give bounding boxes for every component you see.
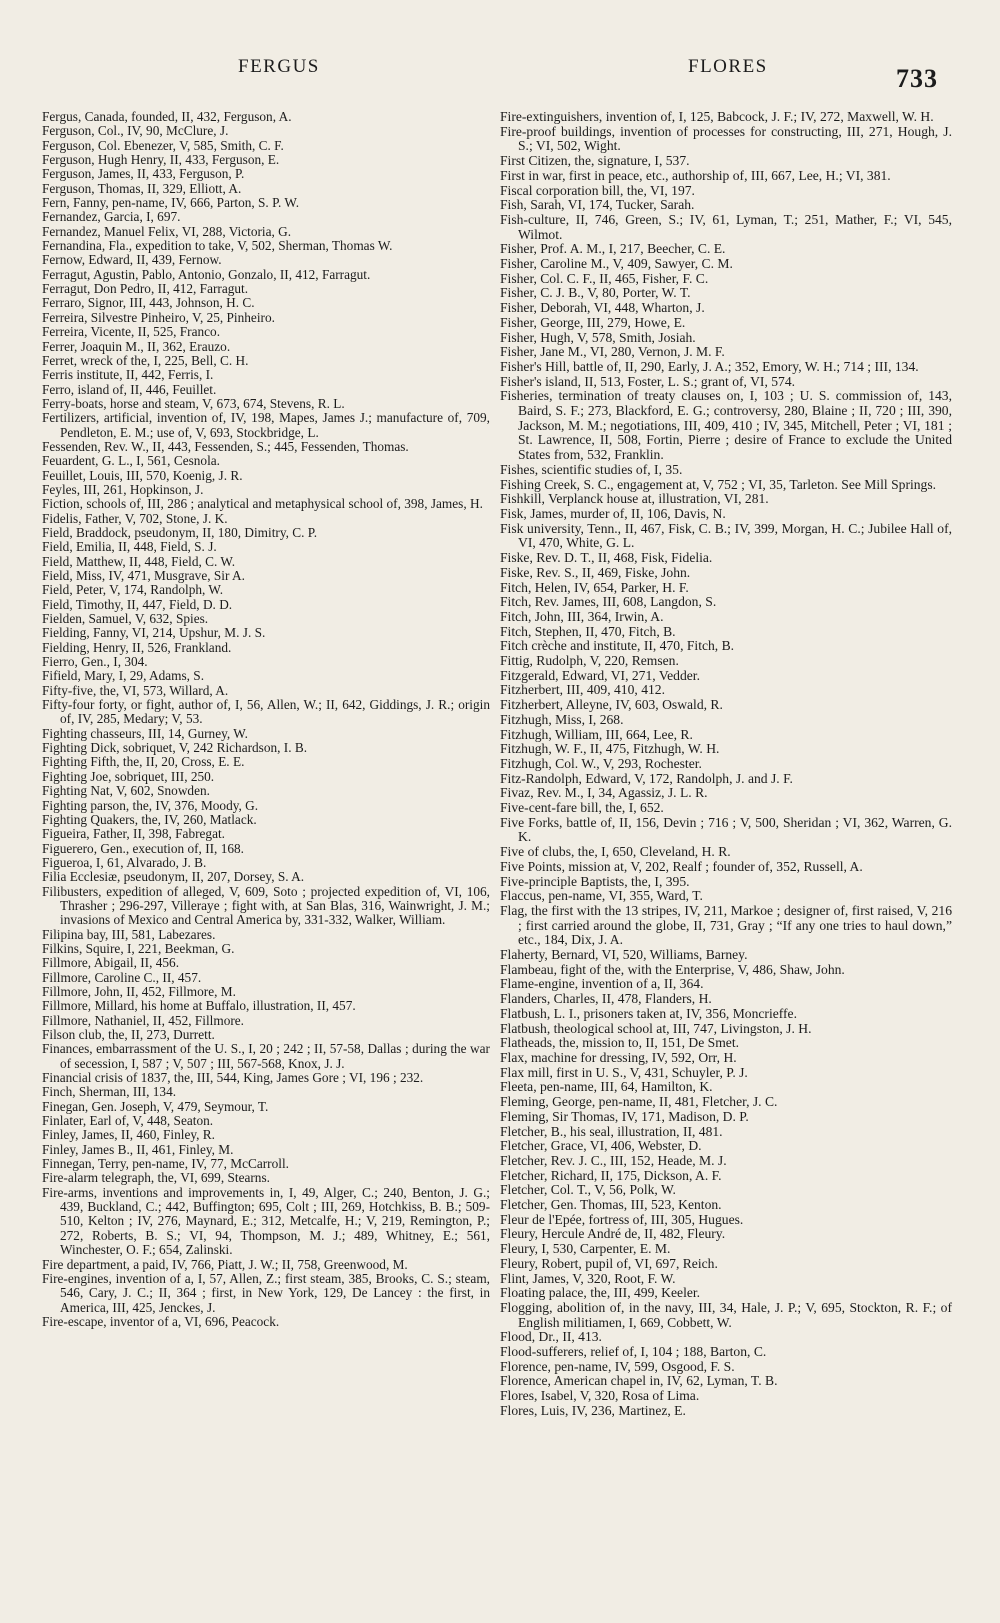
- index-entry: Filia Ecclesiæ, pseudonym, II, 207, Dorsey, S. A.: [42, 869, 305, 885]
- index-entry: Flatbush, theological school at, III, 747, Livingston, J. H.: [500, 1020, 812, 1036]
- index-entry: Fiscal corporation bill, the, VI, 197.: [500, 182, 695, 198]
- index-entry: Fertilizers, artificial, invention of, IV, 198, Mapes, James J.; manufacture of, 709, Pendleton, E. M.; use of, V, 693, Stockbridge, L.: [42, 410, 490, 440]
- index-entry: Fighting chasseurs, III, 14, Gurney, W.: [42, 725, 248, 741]
- index-entry: Fitzgerald, Edward, VI, 271, Vedder.: [500, 667, 700, 683]
- index-entry: Fielden, Samuel, V, 632, Spies.: [42, 611, 209, 627]
- index-entry: Financial crisis of 1837, the, III, 544, King, James Gore ; VI, 196 ; 232.: [42, 1070, 424, 1086]
- index-entry: Flame-engine, invention of a, II, 364.: [500, 976, 704, 992]
- index-entry: Fitzhugh, Miss, I, 268.: [500, 711, 624, 727]
- index-entry: Fighting Dick, sobriquet, V, 242 Richardson, I. B.: [42, 740, 308, 756]
- index-entry: Fidelis, Father, V, 702, Stone, J. K.: [42, 510, 228, 526]
- page-number: 733: [896, 64, 938, 93]
- index-entry: Feuillet, Louis, III, 570, Koenig, J. R.: [42, 467, 243, 483]
- index-entry: Flambeau, fight of the, with the Enterprise, V, 486, Shaw, John.: [500, 961, 845, 977]
- index-entry: Fisher, Prof. A. M., I, 217, Beecher, C. E.: [500, 241, 726, 257]
- index-entry: Feyles, III, 261, Hopkinson, J.: [42, 481, 204, 497]
- index-entry: Fitch, Stephen, II, 470, Fitch, B.: [500, 623, 676, 639]
- index-entry: Fighting Quakers, the, IV, 260, Matlack.: [42, 811, 257, 827]
- index-entry: Fisheries, termination of treaty clauses on, I, 103 ; U. S. commission of, 143, Baird, S. F.; 273, Blackford, E. G.; controversy, 280, Blaine ; II, 720 ; III, 390, Jackson, M. M.; negotiations, III, 409, 410 ; IV, 345, Mitchell, Peter ; VI, 181 ; St. Lawrence, II, 508, Fortin, Pierre ; desire of France to exclude the United States from, 532, Franklin.: [500, 388, 952, 463]
- index-entry: Fletcher, Gen. Thomas, III, 523, Kenton.: [500, 1197, 722, 1213]
- index-entry: Ferragut, Agustin, Pablo, Antonio, Gonzalo, II, 412, Farragut.: [42, 266, 371, 282]
- index-entry: Florence, pen-name, IV, 599, Osgood, F. S.: [500, 1358, 735, 1374]
- index-entry: Finlater, Earl of, V, 448, Seaton.: [42, 1113, 214, 1129]
- index-entry: Fleming, Sir Thomas, IV, 171, Madison, D. P.: [500, 1108, 749, 1124]
- index-entry: Fernandina, Fla., expedition to take, V, 502, Sherman, Thomas W.: [42, 238, 393, 254]
- index-entry: Fitzhugh, William, III, 664, Lee, R.: [500, 726, 693, 742]
- index-entry: Figueira, Father, II, 398, Fabregat.: [42, 826, 225, 842]
- index-entry: Fisk, James, murder of, II, 106, Davis, N.: [500, 505, 726, 521]
- index-column-left: [42, 110, 490, 1329]
- index-entry: Filson club, the, II, 273, Durrett.: [42, 1027, 215, 1042]
- index-entry: Fiske, Rev. S., II, 469, Fiske, John.: [500, 564, 691, 580]
- index-entry: Fernow, Edward, II, 439, Fernow.: [42, 252, 222, 268]
- index-entry: Ferreira, Vicente, II, 525, Franco.: [42, 324, 221, 340]
- index-entry: Ferro, island of, II, 446, Feuillet.: [42, 381, 217, 397]
- index-entry: Fern, Fanny, pen-name, IV, 666, Parton, S. P. W.: [42, 195, 300, 211]
- index-entry: Fighting parson, the, IV, 376, Moody, G.: [42, 797, 259, 813]
- index-entry: Fire-alarm telegraph, the, VI, 699, Stearns.: [42, 1170, 270, 1186]
- index-entry: Fisher, Col. C. F., II, 465, Fisher, F. C.: [500, 270, 709, 286]
- index-entry: Filkins, Squire, I, 221, Beekman, G.: [42, 940, 235, 956]
- index-entry: Fish-culture, II, 746, Green, S.; IV, 61, Lyman, T.; 251, Mather, F.; VI, 545, Wilmot.: [500, 211, 952, 242]
- index-entry: Fillmore, Nathaniel, II, 452, Fillmore.: [42, 1012, 245, 1028]
- index-entry: Fittig, Rudolph, V, 220, Remsen.: [500, 653, 679, 669]
- index-entry: Fessenden, Rev. W., II, 443, Fessenden, S.; 445, Fessenden, Thomas.: [42, 438, 409, 454]
- index-entry: Flanders, Charles, II, 478, Flanders, H.: [500, 991, 712, 1007]
- index-entry: Fleming, George, pen-name, II, 481, Fletcher, J. C.: [500, 1094, 778, 1110]
- index-entry: Flood, Dr., II, 413.: [500, 1329, 602, 1345]
- index-entry: Fitch, John, III, 364, Irwin, A.: [500, 608, 664, 624]
- index-entry: Fillmore, Caroline C., II, 457.: [42, 969, 202, 985]
- index-entry: Fisher, Hugh, V, 578, Smith, Josiah.: [500, 329, 696, 345]
- index-entry: Field, Peter, V, 174, Randolph, W.: [42, 582, 224, 598]
- index-entry: First Citizen, the, signature, I, 537.: [500, 153, 690, 169]
- index-entry: Fire-extinguishers, invention of, I, 125, Babcock, J. F.; IV, 272, Maxwell, W. H.: [500, 109, 934, 124]
- index-entry: Fergus, Canada, founded, II, 432, Ferguson, A.: [42, 109, 292, 124]
- index-entry: Field, Matthew, II, 448, Field, C. W.: [42, 553, 236, 569]
- index-column-right: [500, 110, 952, 1419]
- index-entry: Fleeta, pen-name, III, 64, Hamilton, K.: [500, 1079, 713, 1095]
- running-head-right: FLORES: [688, 56, 768, 77]
- index-entry: Finegan, Gen. Joseph, V, 479, Seymour, T.: [42, 1098, 269, 1114]
- index-entry: Flores, Luis, IV, 236, Martinez, E.: [500, 1402, 686, 1418]
- index-entry: Finnegan, Terry, pen-name, IV, 77, McCarroll.: [42, 1156, 289, 1172]
- index-entry: Flax mill, first in U. S., V, 431, Schuyler, P. J.: [500, 1064, 748, 1080]
- index-entry: Fiction, schools of, III, 286 ; analytical and metaphysical school of, 398, James, H.: [42, 496, 483, 512]
- index-entry: Fletcher, B., his seal, illustration, II, 481.: [500, 1123, 723, 1139]
- index-entry: Fire-arms, inventions and improvements in, I, 49, Alger, C.; 240, Benton, J. G.; 439, Buckland, C.; 442, Buffington; 695, Colt ; III, 269, Hotchkiss, B. B.; 509-510, Kelton ; IV, 276, Maynard, E.; 312, Metcalfe, H.; V, 219, Remington, P.; 272, Roberts, B. S.; VI, 94, Thompson, M. J.; 489, Whitney, E.; 561, Winchester, O. F.; 654, Zalinski.: [42, 1184, 490, 1258]
- index-entry: Fisk university, Tenn., II, 467, Fisk, C. B.; IV, 399, Morgan, H. C.; Jubilee Hall of, VI, 470, White, G. L.: [500, 520, 952, 551]
- index-entry: Five-principle Baptists, the, I, 395.: [500, 873, 690, 889]
- index-entry: Fleury, Hercule André de, II, 482, Fleury.: [500, 1226, 726, 1242]
- index-entry: Field, Braddock, pseudonym, II, 180, Dimitry, C. P.: [42, 524, 318, 540]
- index-entry: Five Forks, battle of, II, 156, Devin ; 716 ; V, 500, Sheridan ; VI, 362, Warren, G. K.: [500, 814, 952, 845]
- index-entry: Fisher, George, III, 279, Howe, E.: [500, 314, 686, 330]
- index-entry: Fisher's Hill, battle of, II, 290, Early, J. A.; 352, Emory, W. H.; 714 ; III, 134.: [500, 358, 919, 374]
- index-entry: Five Points, mission at, V, 202, Realf ; founder of, 352, Russell, A.: [500, 858, 863, 874]
- index-entry: Finley, James, II, 460, Finley, R.: [42, 1127, 215, 1143]
- index-entry: Filipina bay, III, 581, Labezares.: [42, 926, 216, 942]
- index-entry: Filibusters, expedition of alleged, V, 609, Soto ; projected expedition of, VI, 106, Thrasher ; 296-297, Villeraye ; fight with, at San Blas, 316, Wainwright, J. M.; invasions of Mexico and Central America by, 331-332, Walker, William.: [42, 883, 490, 928]
- index-entry: Fitch, Rev. James, III, 608, Langdon, S.: [500, 594, 717, 610]
- index-entry: Field, Timothy, II, 447, Field, D. D.: [42, 596, 233, 612]
- index-entry: Figuerero, Gen., execution of, II, 168.: [42, 840, 244, 856]
- index-entry: Fisher, C. J. B., V, 80, Porter, W. T.: [500, 285, 691, 301]
- index-entry: Fire department, a paid, IV, 766, Piatt, J. W.; II, 758, Greenwood, M.: [42, 1256, 408, 1272]
- index-entry: Fletcher, Grace, VI, 406, Webster, D.: [500, 1138, 702, 1154]
- index-entry: Ferry-boats, horse and steam, V, 673, 674, Stevens, R. L.: [42, 395, 345, 411]
- index-entry: Finch, Sherman, III, 134.: [42, 1084, 177, 1100]
- index-entry: Ferraro, Signor, III, 443, Johnson, H. C.: [42, 295, 255, 311]
- index-entry: Fitzherbert, III, 409, 410, 412.: [500, 682, 665, 698]
- index-entry: Fletcher, Col. T., V, 56, Polk, W.: [500, 1182, 676, 1198]
- index-entry: Fishes, scientific studies of, I, 35.: [500, 461, 683, 477]
- index-entry: Flores, Isabel, V, 320, Rosa of Lima.: [500, 1388, 700, 1404]
- index-entry: Ferguson, Col. Ebenezer, V, 585, Smith, C. F.: [42, 137, 284, 153]
- index-entry: Flaccus, pen-name, VI, 355, Ward, T.: [500, 888, 703, 904]
- index-entry: Florence, American chapel in, IV, 62, Lyman, T. B.: [500, 1373, 778, 1389]
- index-entry: Fighting Joe, sobriquet, III, 250.: [42, 768, 215, 784]
- index-entry: Fitch, Helen, IV, 654, Parker, H. F.: [500, 579, 689, 595]
- index-entry: Fisher, Deborah, VI, 448, Wharton, J.: [500, 300, 705, 316]
- index-entry: Flatheads, the, mission to, II, 151, De Smet.: [500, 1035, 739, 1051]
- index-entry: Fleur de l'Epée, fortress of, III, 305, Hugues.: [500, 1211, 744, 1227]
- index-entry: Ferret, wreck of the, I, 225, Bell, C. H.: [42, 352, 249, 368]
- index-entry: Ferguson, Hugh Henry, II, 433, Ferguson, E.: [42, 152, 280, 168]
- index-entry: Fleury, Robert, pupil of, VI, 697, Reich.: [500, 1255, 718, 1271]
- index-entry: Fifty-five, the, VI, 573, Willard, A.: [42, 682, 229, 698]
- index-entry: Fletcher, Rev. J. C., III, 152, Heade, M. J.: [500, 1152, 727, 1168]
- index-entry: Ferreira, Silvestre Pinheiro, V, 25, Pinheiro.: [42, 309, 275, 325]
- index-entry: Fielding, Fanny, VI, 214, Upshur, M. J. S.: [42, 625, 266, 641]
- index-entry: Fisher, Caroline M., V, 409, Sawyer, C. M.: [500, 256, 733, 272]
- index-entry: Fierro, Gen., I, 304.: [42, 654, 148, 670]
- index-entry: Fillmore, Millard, his home at Buffalo, illustration, II, 457.: [42, 998, 356, 1014]
- index-entry: Field, Emilia, II, 448, Field, S. J.: [42, 539, 217, 555]
- index-entry: Fernandez, Garcia, I, 697.: [42, 209, 181, 225]
- index-entry: Fitzherbert, Alleyne, IV, 603, Oswald, R.: [500, 697, 723, 713]
- index-entry: Flatbush, L. I., prisoners taken at, IV, 356, Moncrieffe.: [500, 1005, 797, 1021]
- index-entry: Fifty-four forty, or fight, author of, I, 56, Allen, W.; II, 642, Giddings, J. R.; origin of, IV, 285, Medary; V, 53.: [42, 697, 490, 727]
- index-entry: Fisher, Jane M., VI, 280, Vernon, J. M. F.: [500, 344, 725, 360]
- index-entry: Ferragut, Don Pedro, II, 412, Farragut.: [42, 281, 249, 297]
- index-entry: Fivaz, Rev. M., I, 34, Agassiz, J. L. R.: [500, 785, 708, 801]
- index-entry: Floating palace, the, III, 499, Keeler.: [500, 1285, 701, 1301]
- index-entry: Fifield, Mary, I, 29, Adams, S.: [42, 668, 205, 684]
- index-entry: Fighting Nat, V, 602, Snowden.: [42, 783, 210, 799]
- index-entry: Five-cent-fare bill, the, I, 652.: [500, 800, 664, 816]
- index-entry: Five of clubs, the, I, 650, Cleveland, H. R.: [500, 844, 731, 860]
- index-entry: First in war, first in peace, etc., authorship of, III, 667, Lee, H.; VI, 381.: [500, 167, 891, 183]
- index-entry: Fillmore, Abigail, II, 456.: [42, 955, 180, 971]
- index-entry: Fire-escape, inventor of a, VI, 696, Peacock.: [42, 1313, 280, 1329]
- index-entry: Finley, James B., II, 461, Finley, M.: [42, 1141, 234, 1157]
- index-entry: Fiske, Rev. D. T., II, 468, Fisk, Fidelia.: [500, 550, 713, 566]
- index-entry: Flag, the first with the 13 stripes, IV, 211, Markoe ; designer of, first raised, V, 216 ; first carried around the globe, II, 731, Gray ; “If any one tries to haul down,” etc., 184, Dix, J. A.: [500, 902, 952, 948]
- index-entry: Feuardent, G. L., I, 561, Cesnola.: [42, 453, 220, 469]
- index-entry: Flax, machine for dressing, IV, 592, Orr, H.: [500, 1050, 737, 1065]
- index-entry: Flint, James, V, 320, Root, F. W.: [500, 1270, 676, 1286]
- index-entry: Fitz-Randolph, Edward, V, 172, Randolph, J. and J. F.: [500, 770, 793, 786]
- index-entry: Figueroa, I, 61, Alvarado, J. B.: [42, 854, 207, 870]
- index-entry: Ferguson, James, II, 433, Ferguson, P.: [42, 166, 245, 182]
- index-entry: Fishkill, Verplanck house at, illustration, VI, 281.: [500, 491, 769, 507]
- index-entry: Fire-engines, invention of a, I, 57, Allen, Z.; first steam, 385, Brooks, C. S.; steam, 546, Cary, J. C.; II, 364 ; first, in New York, 129, De Lancey : the first, in America, III, 425, Jenckes, J.: [42, 1270, 490, 1315]
- index-entry: Fleury, I, 530, Carpenter, E. M.: [500, 1241, 671, 1257]
- index-entry: Fitch crèche and institute, II, 470, Fitch, B.: [500, 638, 735, 654]
- index-entry: Finances, embarrassment of the U. S., I, 20 ; 242 ; II, 57-58, Dallas ; during the war of secession, I, 587 ; V, 507 ; III, 567-568, Knox, J. J.: [42, 1041, 490, 1071]
- index-entry: Fillmore, John, II, 452, Fillmore, M.: [42, 983, 236, 999]
- index-entry: Fighting Fifth, the, II, 20, Cross, E. E.: [42, 754, 245, 770]
- running-head-left: FERGUS: [238, 56, 320, 77]
- index-entry: Fitzhugh, Col. W., V, 293, Rochester.: [500, 755, 702, 771]
- index-entry: Flogging, abolition of, in the navy, III, 34, Hale, J. P.; V, 695, Stockton, R. F.; of English militiamen, I, 669, Cobbett, W.: [500, 1299, 952, 1330]
- index-entry: Flood-sufferers, relief of, I, 104 ; 188, Barton, C.: [500, 1344, 767, 1360]
- index-entry: Fish, Sarah, VI, 174, Tucker, Sarah.: [500, 197, 695, 213]
- index-entry: Ferguson, Thomas, II, 329, Elliott, A.: [42, 180, 242, 196]
- index-entry: Fisher's island, II, 513, Foster, L. S.; grant of, VI, 574.: [500, 373, 796, 389]
- index-entry: Ferguson, Col., IV, 90, McClure, J.: [42, 123, 229, 139]
- index-entry: Fielding, Henry, II, 526, Frankland.: [42, 639, 232, 655]
- index-entry: Ferris institute, II, 442, Ferris, I.: [42, 367, 214, 383]
- index-entry: Fernandez, Manuel Felix, VI, 288, Victoria, G.: [42, 223, 292, 239]
- index-entry: Fletcher, Richard, II, 175, Dickson, A. F.: [500, 1167, 722, 1183]
- index-entry: Fire-proof buildings, invention of processes for constructing, III, 271, Hough, J. S.; VI, 502, Wight.: [500, 123, 952, 154]
- index-entry: Fishing Creek, S. C., engagement at, V, 752 ; VI, 35, Tarleton. See Mill Springs.: [500, 476, 937, 492]
- index-entry: Field, Miss, IV, 471, Musgrave, Sir A.: [42, 568, 245, 583]
- index-entry: Flaherty, Bernard, VI, 520, Williams, Barney.: [500, 947, 748, 963]
- index-entry: Fitzhugh, W. F., II, 475, Fitzhugh, W. H.: [500, 741, 720, 757]
- index-entry: Ferrer, Joaquin M., II, 362, Erauzo.: [42, 338, 231, 354]
